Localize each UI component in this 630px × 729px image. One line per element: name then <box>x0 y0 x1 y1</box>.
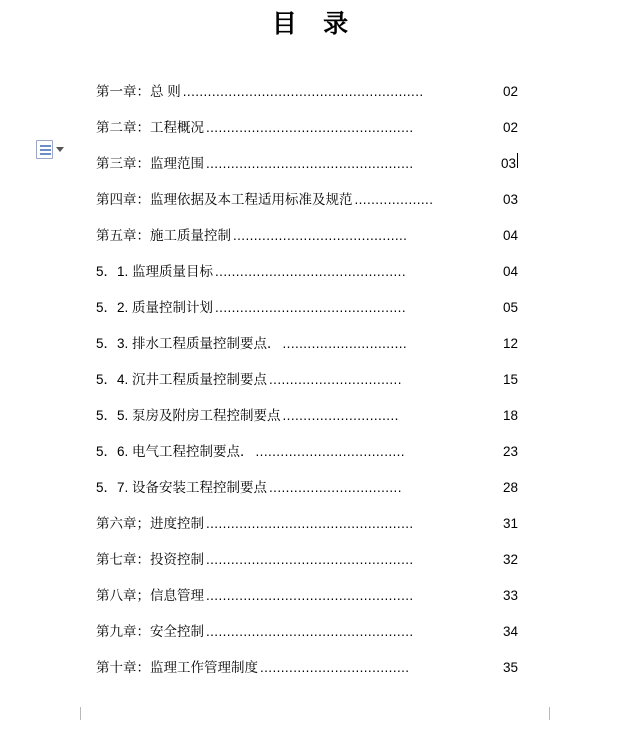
toc-entry-label: 第三章：监理范围 <box>96 156 204 171</box>
toc-page-number: 04 <box>502 264 518 279</box>
toc-leader-dots: .................................................. <box>206 516 414 531</box>
toc-page-number: 23 <box>502 444 518 459</box>
toc-leader-dots: .................................... <box>260 660 410 675</box>
toc-entry-label: 5．1. 监理质量目标 <box>96 264 214 279</box>
chevron-down-icon[interactable] <box>56 147 64 152</box>
toc-entry[interactable] <box>0 182 630 218</box>
document-icon-widget[interactable] <box>36 140 64 159</box>
toc-entry[interactable] <box>0 146 630 182</box>
toc-entry-label: 5．6. 电气工程控制要点． <box>96 444 254 459</box>
toc-entry[interactable] <box>0 110 630 146</box>
toc-leader-dots: .......................................................... <box>182 84 424 99</box>
toc-leader-dots: .................................... <box>255 444 405 459</box>
toc-entry-label: 第五章：施工质量控制 <box>96 228 231 243</box>
toc-entry[interactable] <box>0 362 630 398</box>
toc-page-number: 33 <box>502 588 518 603</box>
toc-leader-dots: ................................ <box>269 372 402 387</box>
toc-leader-dots: .............................. <box>282 336 408 351</box>
toc-page-number: 03 <box>502 192 518 207</box>
toc-entry[interactable] <box>0 578 630 614</box>
toc-entry[interactable] <box>0 254 630 290</box>
toc-entry[interactable] <box>0 218 630 254</box>
toc-page-number: 03 <box>500 156 516 171</box>
toc-page-number: 28 <box>502 480 518 495</box>
toc-page-number: 34 <box>502 624 518 639</box>
toc-leader-dots: .............................................. <box>215 300 406 315</box>
page-title: 目 录 <box>271 11 359 38</box>
toc-entry-label: 5．4. 沉井工程质量控制要点 <box>96 372 268 387</box>
toc-leader-dots: .................................................. <box>206 624 414 639</box>
toc-entry[interactable] <box>0 506 630 542</box>
toc-page-number: 32 <box>502 552 518 567</box>
crop-mark-right <box>549 707 550 720</box>
toc-leader-dots: .................................................. <box>206 588 414 603</box>
toc-page-number: 18 <box>502 408 518 423</box>
toc-entry-label: 第二章：工程概况 <box>96 120 204 135</box>
toc-leader-dots: .................................................. <box>206 552 414 567</box>
toc-leader-dots: .......................................... <box>233 228 408 243</box>
toc-entry-label: 5．7. 设备安装工程控制要点 <box>96 480 268 495</box>
toc-entry-label: 第九章：安全控制 <box>96 624 204 639</box>
toc-entry-label: 第八章；信息管理 <box>96 588 204 603</box>
toc-entry-label: 5．2. 质量控制计划 <box>96 300 214 315</box>
toc-leader-dots: .................................................. <box>206 120 414 135</box>
toc-entry[interactable] <box>0 290 630 326</box>
toc-page-number: 12 <box>502 336 518 351</box>
toc-page-number: 02 <box>502 84 518 99</box>
toc-leader-dots: ................... <box>354 192 434 207</box>
toc-leader-dots: ................................ <box>269 480 402 495</box>
toc-page-number: 02 <box>502 120 518 135</box>
toc-page-number: 04 <box>502 228 518 243</box>
toc-page-number: 15 <box>502 372 518 387</box>
toc-entry-label: 第六章；进度控制 <box>96 516 204 531</box>
page-break-marks <box>0 707 630 721</box>
toc-entry-label: 第四章：监理依据及本工程适用标准及规范 <box>96 192 353 207</box>
crop-mark-left <box>80 707 81 720</box>
toc-entry[interactable] <box>0 542 630 578</box>
toc-entry-label: 5．3. 排水工程质量控制要点． <box>96 336 281 351</box>
toc-entry[interactable] <box>0 614 630 650</box>
toc-leader-dots: .................................................. <box>206 156 414 171</box>
document-icon[interactable] <box>36 140 53 159</box>
toc-entry[interactable] <box>0 434 630 470</box>
toc-page-number: 31 <box>502 516 518 531</box>
toc-entry-label: 第七章：投资控制 <box>96 552 204 567</box>
toc-entry-label: 第十章：监理工作管理制度 <box>96 660 258 675</box>
toc-page-number: 35 <box>502 660 518 675</box>
toc-entry-label: 第一章：总 则 <box>96 84 181 99</box>
toc-entry[interactable] <box>0 470 630 506</box>
toc-entry[interactable] <box>0 74 630 110</box>
toc-leader-dots: ............................ <box>282 408 399 423</box>
toc-entry[interactable] <box>0 398 630 434</box>
toc-entry[interactable] <box>0 650 630 686</box>
toc-entry[interactable] <box>0 326 630 362</box>
toc-leader-dots: .............................................. <box>215 264 406 279</box>
text-cursor <box>517 153 518 168</box>
toc-entry-label: 5．5. 泵房及附房工程控制要点 <box>96 408 281 423</box>
table-of-contents <box>0 74 630 686</box>
toc-page-number: 05 <box>502 300 518 315</box>
